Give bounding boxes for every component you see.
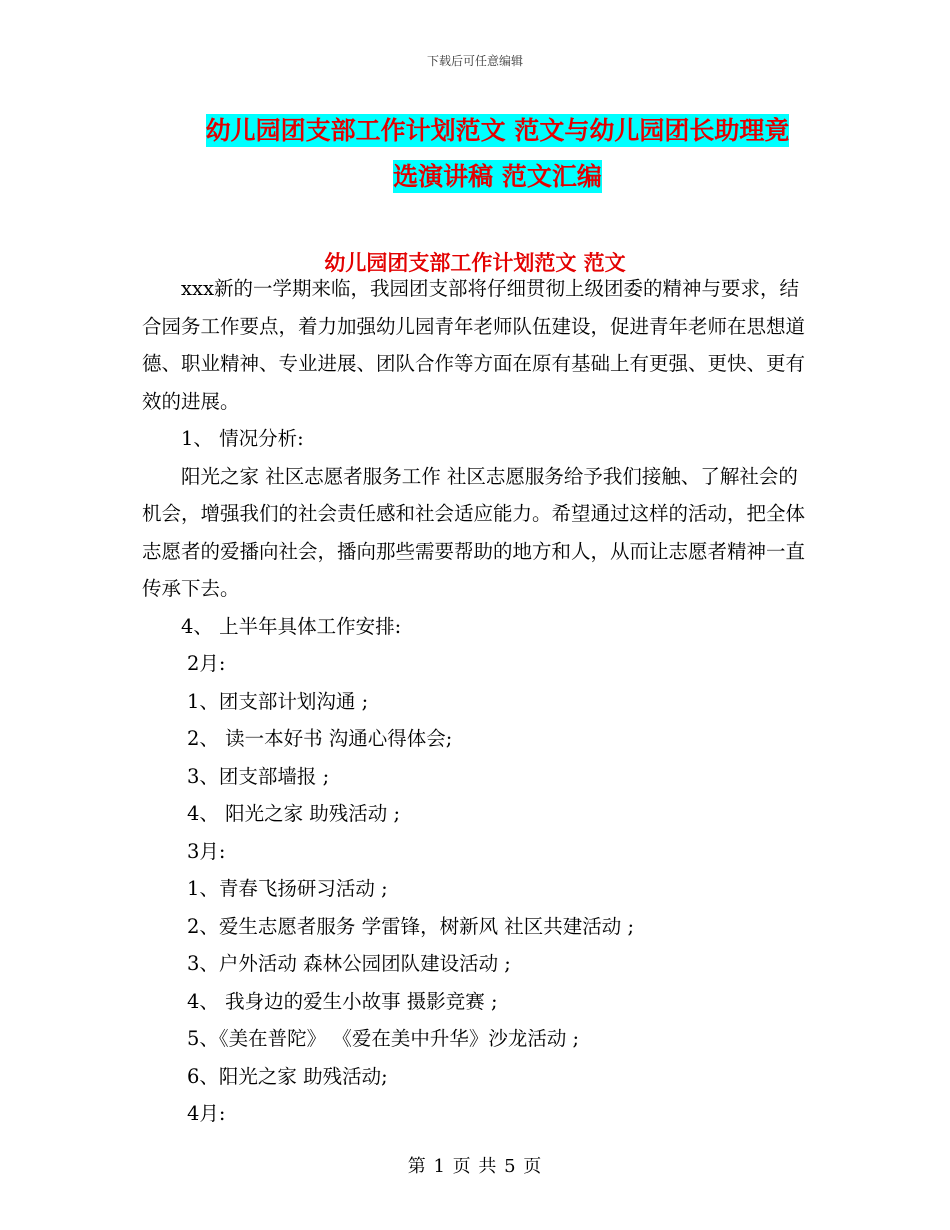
list-item: 1、团支部计划沟通 ; (187, 689, 369, 713)
month-heading-apr: 4月: (187, 1102, 226, 1125)
month-heading-feb: 2月: (187, 652, 226, 675)
list-item: 3、团支部墙报 ; (187, 764, 330, 788)
month-heading-mar: 3月: (187, 839, 226, 863)
list-item: 5、《美在普陀》 《爱在美中升华》沙龙活动 ; (187, 1027, 580, 1050)
list-item: 2、 读一本好书 沟通心得体会; (187, 727, 453, 750)
intro-paragraph: xxx新的一学期来临，我园团支部将仔细贯彻上级团委的精神与要求，结合园务工作要点，着力加强幼儿园青年老师队伍建设，促进青年老师在思想道德、职业精神、专业进展、团队合作等方面在原有基础上有更强、更快、更有效的进展。 (142, 277, 806, 413)
schedule-heading: 4、 上半年具体工作安排: (181, 614, 402, 638)
list-item: 2、爱生志愿者服务 学雷锋，树新风 社区共建活动 ; (187, 914, 635, 938)
title-line-1: 幼儿园团支部工作计划范文 范文与幼儿园团长助理竟 (205, 116, 790, 145)
document-body (142, 270, 812, 1133)
list-item: 6、阳光之家 助残活动; (187, 1064, 388, 1088)
list-item: 1、青春飞扬研习活动 ; (187, 877, 388, 900)
page-number: 第 1 页 共 5 页 (407, 1156, 543, 1177)
header-note: 下载后可任意编辑 (426, 54, 523, 68)
section-title: 幼儿园团支部工作计划范文 范文 (324, 251, 626, 275)
situation-heading: 1、 情况分析: (181, 427, 304, 450)
list-item: 4、 阳光之家 助残活动 ; (187, 802, 401, 825)
list-item: 3、户外活动 森林公园团队建设活动 ; (187, 952, 511, 975)
situation-paragraph: 阳光之家 社区志愿者服务工作 社区志愿服务给予我们接触、了解社会的机会，增强我们的社会责任感和社会适应能力。希望通过这样的活动，把全体志愿者的爱播向社会，播向那些需要帮助的地方和人，从而让志愿者精神一直传承下去。 (142, 464, 806, 600)
document-title (140, 108, 855, 200)
list-item: 4、 我身边的爱生小故事 摄影竞赛 ; (187, 989, 498, 1013)
title-line-2: 选演讲稿 范文汇编 (393, 162, 602, 191)
